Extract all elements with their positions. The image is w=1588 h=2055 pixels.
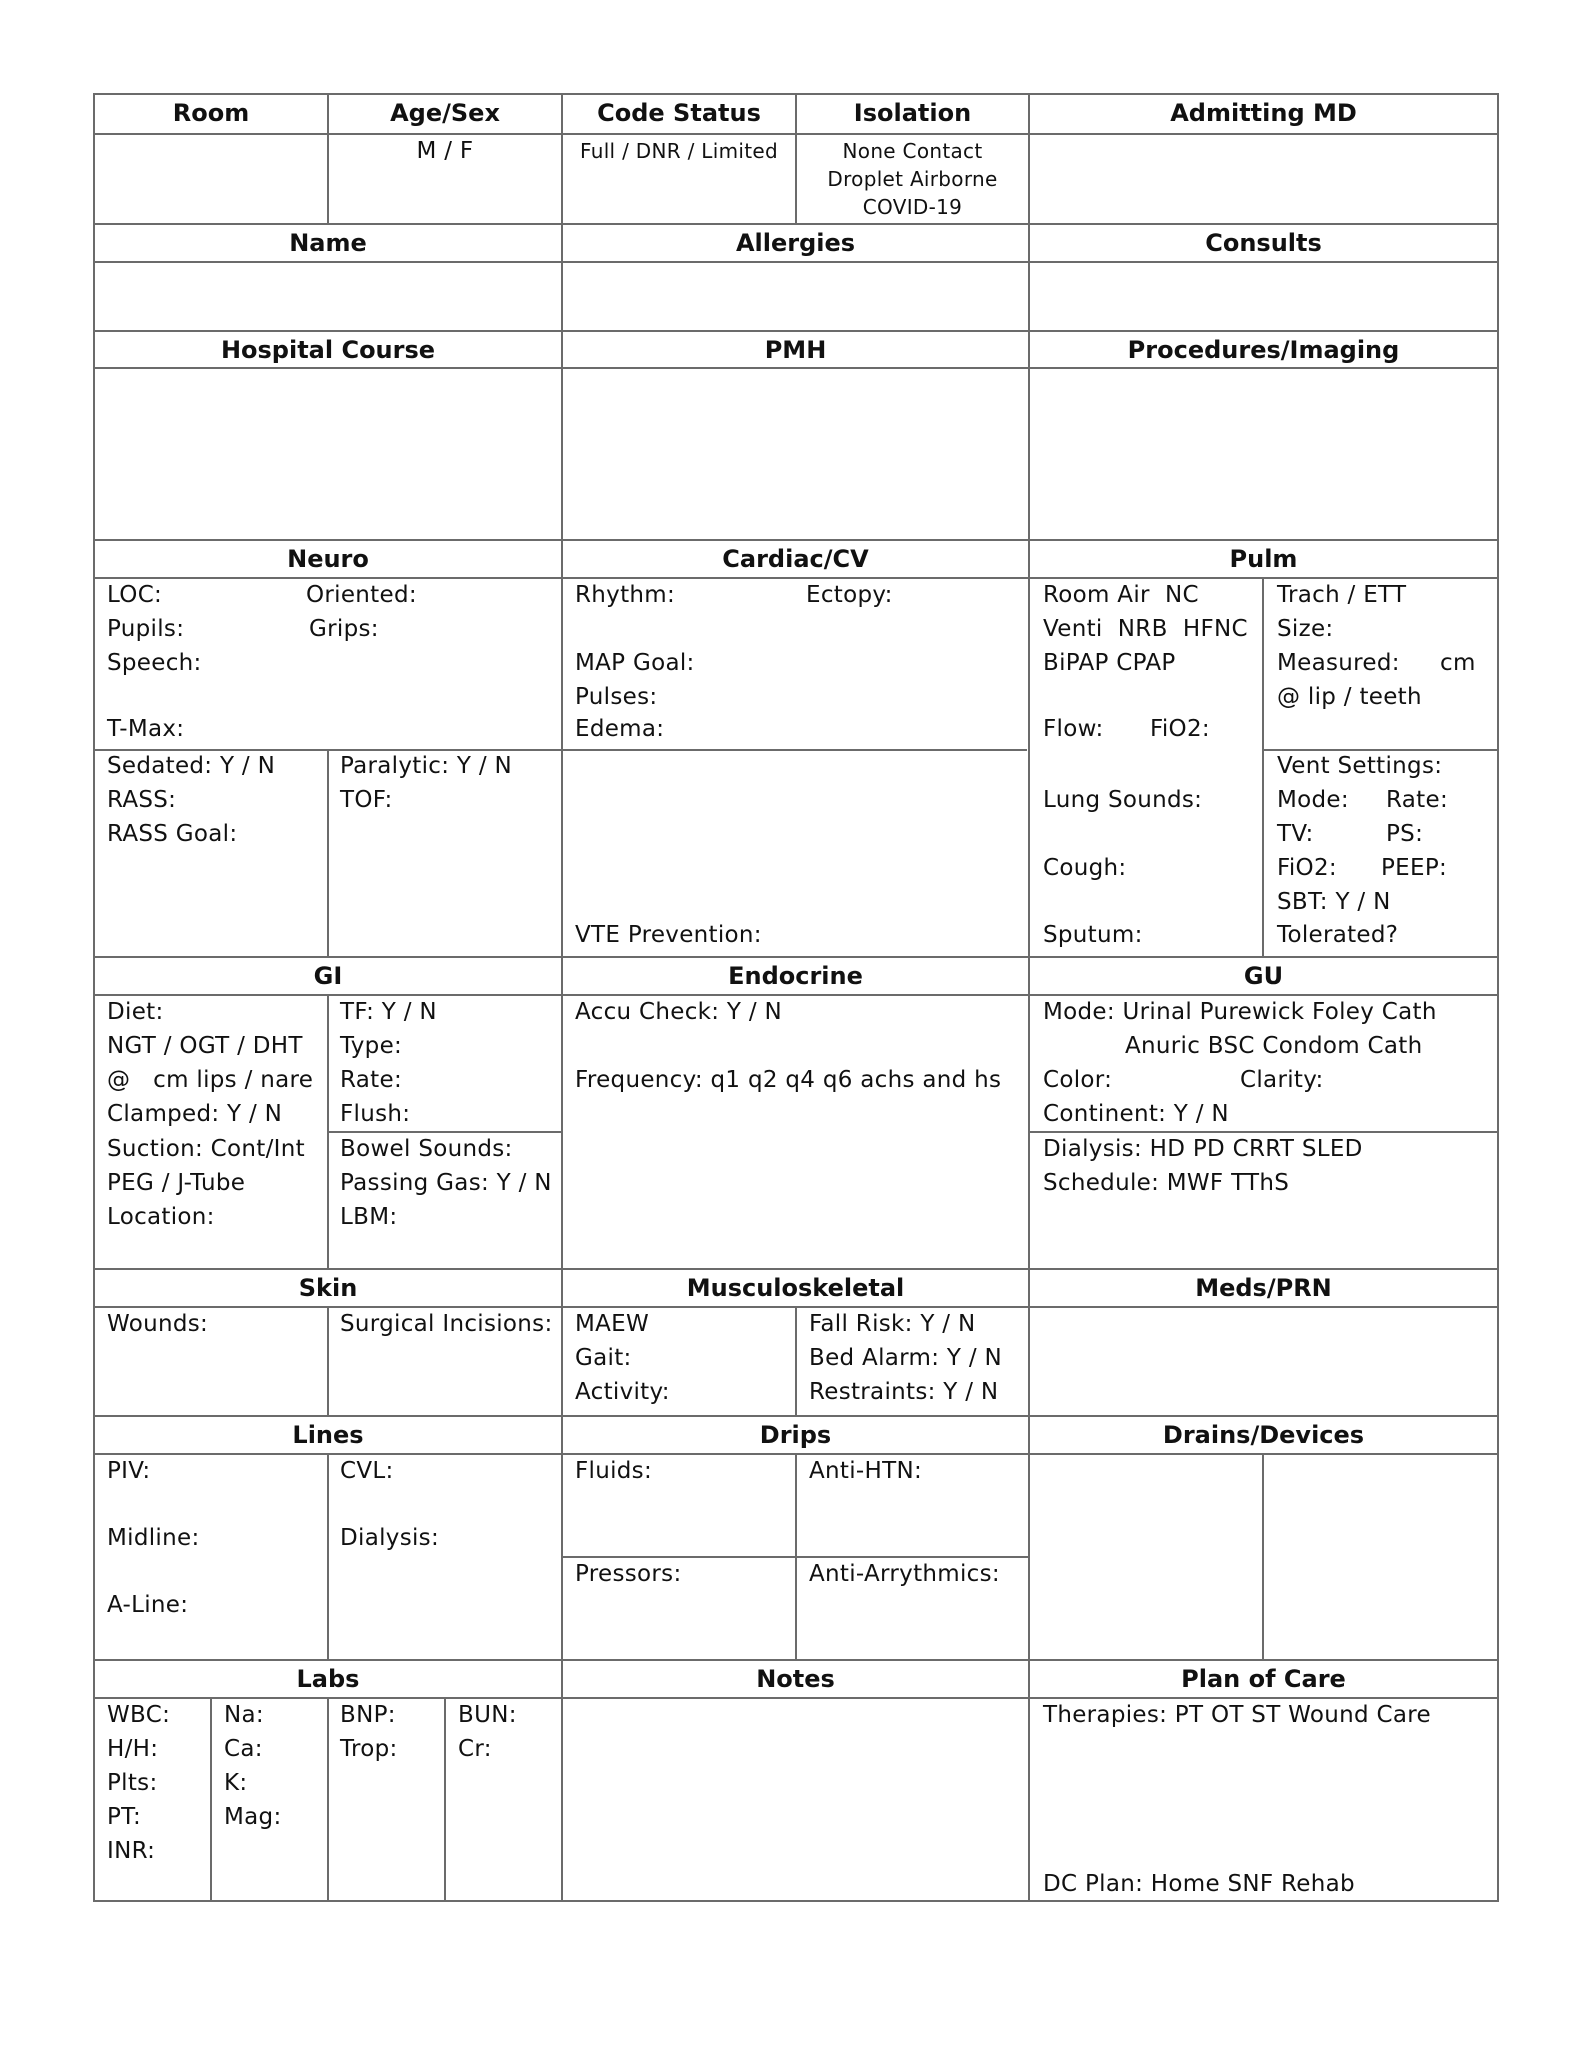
cardiac-map-goal[interactable]: MAP Goal: [575,650,695,676]
lines-cvl[interactable]: CVL: [340,1458,394,1484]
labs-cr[interactable]: Cr: [458,1736,492,1762]
age-sex-header: Age/Sex [390,99,500,127]
labs-plts[interactable]: Plts: [107,1770,158,1796]
grid-line [327,994,329,1268]
pmh-header: PMH [764,336,827,364]
pulm-o2-line2[interactable]: Venti NRB HFNC [1043,616,1248,642]
pulm-o2-line3[interactable]: BiPAP CPAP [1043,650,1176,676]
admitting-md-header: Admitting MD [1170,99,1357,127]
grid-line [1030,1131,1499,1133]
plan-therapies[interactable]: Therapies: PT OT ST Wound Care [1043,1702,1431,1728]
pulm-measured[interactable]: Measured: [1277,650,1400,676]
grid-line [1262,1453,1264,1659]
labs-header: Labs [296,1665,360,1693]
pulm-vent-mode[interactable]: Mode: [1277,787,1349,813]
gi-type[interactable]: Type: [340,1033,403,1059]
hospital-course-header: Hospital Course [220,336,436,364]
code-status-header: Code Status [597,99,761,127]
cardiac-pulses[interactable]: Pulses: [575,684,658,710]
consults-header: Consults [1205,229,1322,257]
grid-line [795,1306,797,1415]
grid-line [93,1697,1499,1699]
neuro-sedated[interactable]: Sedated: Y / N [107,753,276,779]
gu-clarity[interactable]: Clarity: [1240,1067,1324,1093]
drips-anti-arrythmics[interactable]: Anti-Arrythmics: [809,1561,1000,1587]
cardiac-header: Cardiac/CV [722,545,869,573]
gu-mode[interactable]: Mode: Urinal Purewick Foley Cath [1043,999,1437,1025]
gi-flush[interactable]: Flush: [340,1101,411,1127]
drips-pressors[interactable]: Pressors: [575,1561,682,1587]
gu-continent[interactable]: Continent: Y / N [1043,1101,1229,1127]
labs-bnp[interactable]: BNP: [340,1702,396,1728]
lines-header: Lines [292,1421,364,1449]
pulm-vent-ps[interactable]: PS: [1386,821,1424,847]
gi-tf[interactable]: TF: Y / N [340,999,437,1025]
msk-gait[interactable]: Gait: [575,1345,632,1371]
skin-wounds[interactable]: Wounds: [107,1311,209,1337]
endocrine-header: Endocrine [728,962,863,990]
cardiac-edema[interactable]: Edema: [575,716,665,742]
isolation-option[interactable]: None Contact [842,139,983,163]
gu-header: GU [1243,962,1284,990]
grid-line [1497,93,1499,1902]
pulm-sbt[interactable]: SBT: Y / N [1277,889,1391,915]
meds-header: Meds/PRN [1195,1274,1332,1302]
pulm-header: Pulm [1229,545,1298,573]
gi-header: GI [313,962,343,990]
pulm-lip-teeth[interactable]: @ lip / teeth [1277,684,1422,710]
grid-line [93,994,1499,996]
grid-line [1262,577,1264,956]
neuro-loc[interactable]: LOC: [107,582,163,608]
pulm-trach[interactable]: Trach / ETT [1277,582,1407,608]
gi-location[interactable]: Location: [107,1204,215,1230]
pulm-tolerated[interactable]: Tolerated? [1277,922,1399,948]
neuro-pupils[interactable]: Pupils: [107,616,185,642]
gi-cm-lips[interactable]: @ cm lips / nare [107,1067,314,1093]
gi-peg[interactable]: PEG / J-Tube [107,1170,246,1196]
labs-hh[interactable]: H/H: [107,1736,159,1762]
msk-restraints[interactable]: Restraints: Y / N [809,1379,999,1405]
pulm-vent-peep[interactable]: PEEP: [1381,855,1448,881]
neuro-oriented[interactable]: Oriented: [306,582,417,608]
skin-incisions[interactable]: Surgical Incisions: [340,1311,553,1337]
drips-fluids[interactable]: Fluids: [575,1458,653,1484]
plan-dc[interactable]: DC Plan: Home SNF Rehab [1043,1871,1355,1897]
cardiac-ectopy[interactable]: Ectopy: [806,582,893,608]
drips-anti-htn[interactable]: Anti-HTN: [809,1458,923,1484]
allergies-header: Allergies [735,229,856,257]
gu-schedule[interactable]: Schedule: MWF TThS [1043,1170,1290,1196]
labs-inr[interactable]: INR: [107,1838,156,1864]
grid-line [444,1697,446,1900]
gi-suction[interactable]: Suction: Cont/Int [107,1136,305,1162]
msk-fall-risk[interactable]: Fall Risk: Y / N [809,1311,976,1337]
lines-dialysis[interactable]: Dialysis: [340,1525,440,1551]
grid-line [328,1131,562,1133]
msk-bed-alarm[interactable]: Bed Alarm: Y / N [809,1345,1002,1371]
pulm-flow[interactable]: Flow: [1043,716,1104,742]
drains-header: Drains/Devices [1162,1421,1365,1449]
msk-maew[interactable]: MAEW [575,1311,650,1337]
lines-aline[interactable]: A-Line: [107,1592,189,1618]
plan-header: Plan of Care [1181,1665,1346,1693]
labs-wbc[interactable]: WBC: [107,1702,171,1728]
gi-clamped[interactable]: Clamped: Y / N [107,1101,283,1127]
gi-ngt[interactable]: NGT / OGT / DHT [107,1033,303,1059]
notes-header: Notes [756,1665,835,1693]
pulm-vent-settings: Vent Settings: [1277,753,1443,779]
labs-bun[interactable]: BUN: [458,1702,517,1728]
grid-line [210,1697,212,1900]
pulm-fio2[interactable]: FiO2: [1150,716,1210,742]
grid-line [93,577,1499,579]
neuro-header: Neuro [287,545,369,573]
neuro-speech[interactable]: Speech: [107,650,202,676]
pulm-cough[interactable]: Cough: [1043,855,1127,881]
skin-header: Skin [298,1274,358,1302]
cardiac-rhythm[interactable]: Rhythm: [575,582,676,608]
isolation-option[interactable]: Droplet Airborne [827,167,998,191]
neuro-rass[interactable]: RASS: [107,787,177,813]
name-header: Name [289,229,367,257]
pulm-o2-line1[interactable]: Room Air NC [1043,582,1199,608]
gi-lbm[interactable]: LBM: [340,1204,398,1230]
msk-header: Musculoskeletal [686,1274,905,1302]
cardiac-vte[interactable]: VTE Prevention: [575,922,762,948]
gi-rate[interactable]: Rate: [340,1067,402,1093]
room-header: Room [172,99,250,127]
isolation-header: Isolation [853,99,972,127]
code-status-options[interactable]: Full / DNR / Limited [580,139,778,163]
lines-piv[interactable]: PIV: [107,1458,151,1484]
endocrine-accu-check[interactable]: Accu Check: Y / N [575,999,783,1025]
isolation-option[interactable]: COVID-19 [862,195,963,219]
endocrine-frequency[interactable]: Frequency: q1 q2 q4 q6 achs and hs [575,1067,1002,1093]
grid-line [327,1453,329,1659]
procedures-header: Procedures/Imaging [1127,336,1400,364]
pulm-sputum[interactable]: Sputum: [1043,922,1143,948]
msk-activity[interactable]: Activity: [575,1379,670,1405]
grid-line [795,1453,797,1659]
neuro-rass-goal[interactable]: RASS Goal: [107,821,238,847]
gu-dialysis[interactable]: Dialysis: HD PD CRRT SLED [1043,1136,1363,1162]
grid-line [327,1306,329,1415]
gi-bowel-sounds[interactable]: Bowel Sounds: [340,1136,513,1162]
labs-trop[interactable]: Trop: [340,1736,398,1762]
pulm-size[interactable]: Size: [1277,616,1334,642]
gi-passing-gas[interactable]: Passing Gas: Y / N [340,1170,552,1196]
labs-mag[interactable]: Mag: [224,1804,282,1830]
gu-color[interactable]: Color: [1043,1067,1113,1093]
grid-line [93,261,1499,263]
neuro-tof[interactable]: TOF: [340,787,393,813]
drips-header: Drips [759,1421,832,1449]
gi-diet[interactable]: Diet: [107,999,164,1025]
gu-mode-line2[interactable]: Anuric BSC Condom Cath [1125,1033,1423,1059]
pulm-vent-fio2[interactable]: FiO2: [1277,855,1337,881]
lines-midline[interactable]: Midline: [107,1525,200,1551]
neuro-tmax[interactable]: T-Max: [107,716,185,742]
pulm-vent-tv[interactable]: TV: [1277,821,1314,847]
pulm-cm: cm [1440,650,1476,676]
neuro-paralytic[interactable]: Paralytic: Y / N [340,753,513,779]
pulm-lung-sounds[interactable]: Lung Sounds: [1043,787,1203,813]
pulm-vent-rate[interactable]: Rate: [1386,787,1448,813]
labs-na[interactable]: Na: [224,1702,264,1728]
grid-line [327,749,329,956]
age-sex-options[interactable]: M / F [416,138,474,164]
grid-line [93,1900,1499,1902]
labs-k[interactable]: K: [224,1770,248,1796]
labs-pt[interactable]: PT: [107,1804,142,1830]
labs-ca[interactable]: Ca: [224,1736,263,1762]
neuro-grips[interactable]: Grips: [309,616,379,642]
grid-line [327,1697,329,1900]
